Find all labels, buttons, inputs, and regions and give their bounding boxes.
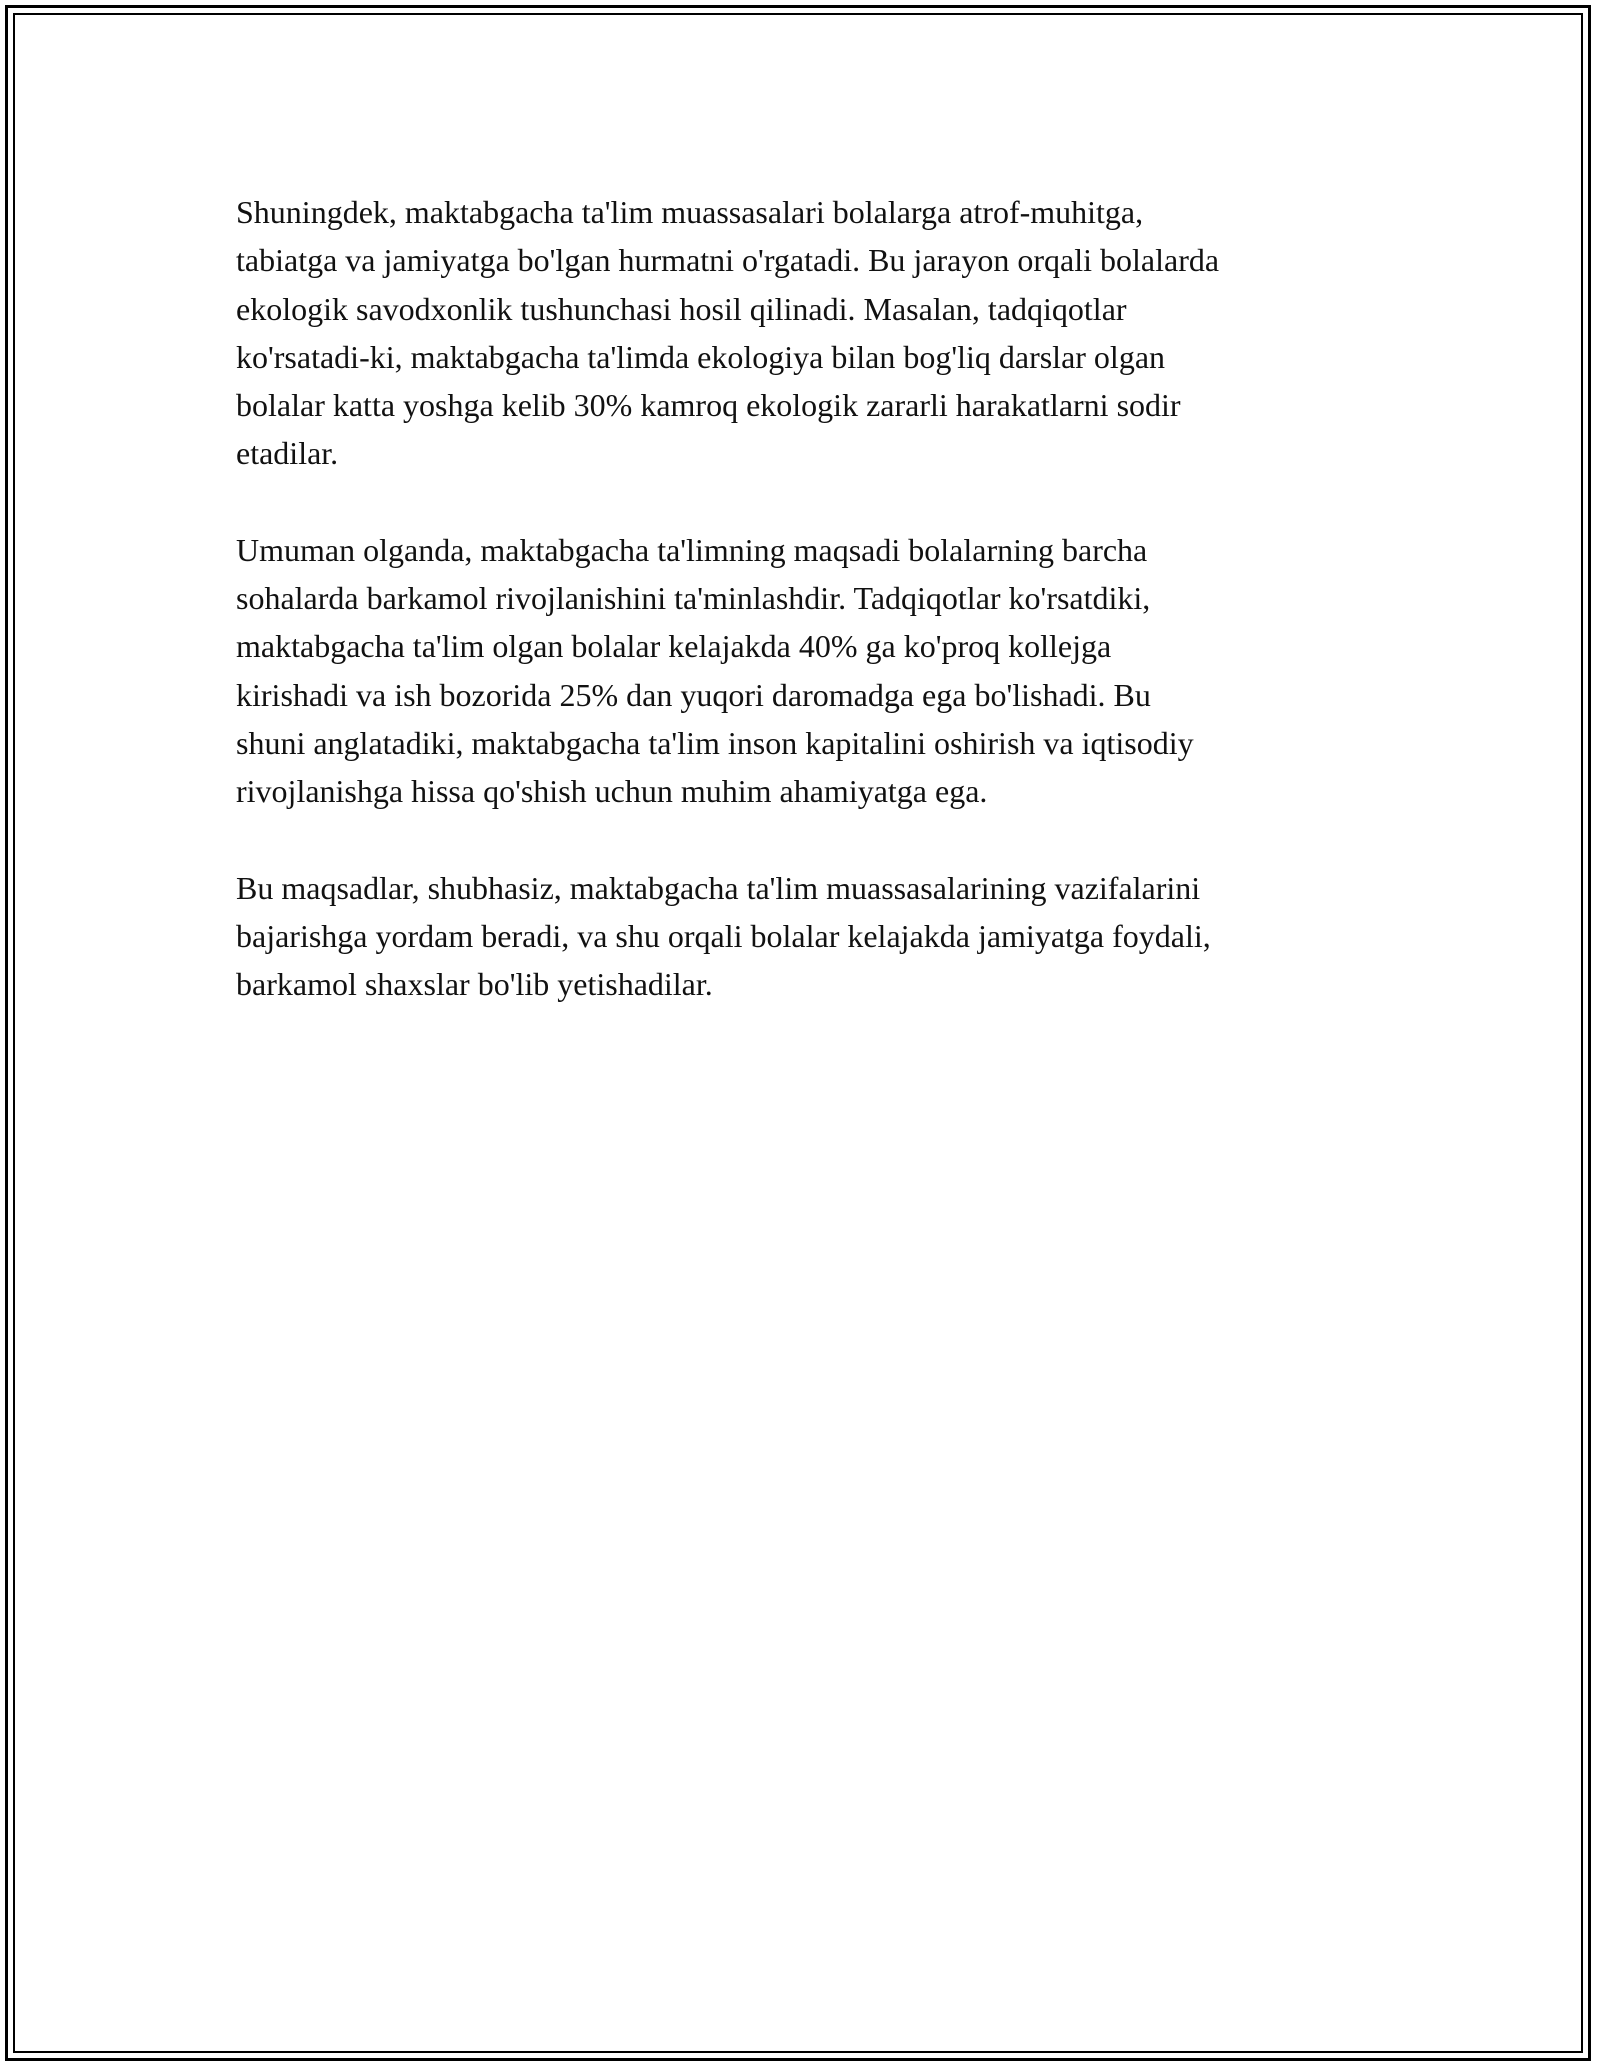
- document-body: [236, 188, 1386, 1056]
- paragraph-line: shuni anglatadiki, maktabgacha ta'lim inson kapitalini oshirish va iqtisodiy: [236, 724, 1194, 761]
- paragraph-line: bajarishga yordam beradi, va shu orqali bolalar kelajakda jamiyatga foydali,: [236, 917, 1211, 954]
- paragraph-line: Shuningdek, maktabgacha ta'lim muassasalari bolalarga atrof-muhitga,: [236, 194, 1144, 230]
- paragraph-2: [236, 526, 1386, 816]
- paragraph-line: tabiatga va jamiyatga bo'lgan hurmatni o'rgatadi. Bu jarayon orqali bolalarda: [236, 242, 1220, 279]
- paragraph-line: Bu maqsadlar, shubhasiz, maktabgacha ta'lim muassasalarining vazifalarini: [236, 869, 1201, 906]
- paragraph-line: maktabgacha ta'lim olgan bolalar kelajakda 40% ga ko'proq kollejga: [236, 628, 1112, 665]
- paragraph-line: barkamol shaxslar bo'lib yetishadilar.: [236, 966, 713, 1003]
- paragraph-line: ko'rsatadi-ki, maktabgacha ta'limda ekologiya bilan bog'liq darslar olgan: [236, 338, 1166, 375]
- paragraph-line: Umuman olganda, maktabgacha ta'limning maqsadi bolalarning barcha: [236, 531, 1148, 568]
- paragraph-line: rivojlanishga hissa qo'shish uchun muhim ahamiyatga ega.: [236, 773, 988, 810]
- paragraph-line: etadilar.: [236, 435, 339, 472]
- paragraph-line: bolalar katta yoshga kelib 30% kamroq ekologik zararli harakatlarni sodir: [236, 387, 1181, 424]
- paragraph-line: ekologik savodxonlik tushunchasi hosil qilinadi. Masalan, tadqiqotlar: [236, 290, 1127, 327]
- paragraph-line: kirishadi va ish bozorida 25% dan yuqori daromadga ega bo'lishadi. Bu: [236, 676, 1151, 713]
- paragraph-3: [236, 864, 1386, 1009]
- paragraph-1: [236, 188, 1386, 478]
- paragraph-line: sohalarda barkamol rivojlanishini ta'minlashdir. Tadqiqotlar ko'rsatdiki,: [236, 580, 1151, 617]
